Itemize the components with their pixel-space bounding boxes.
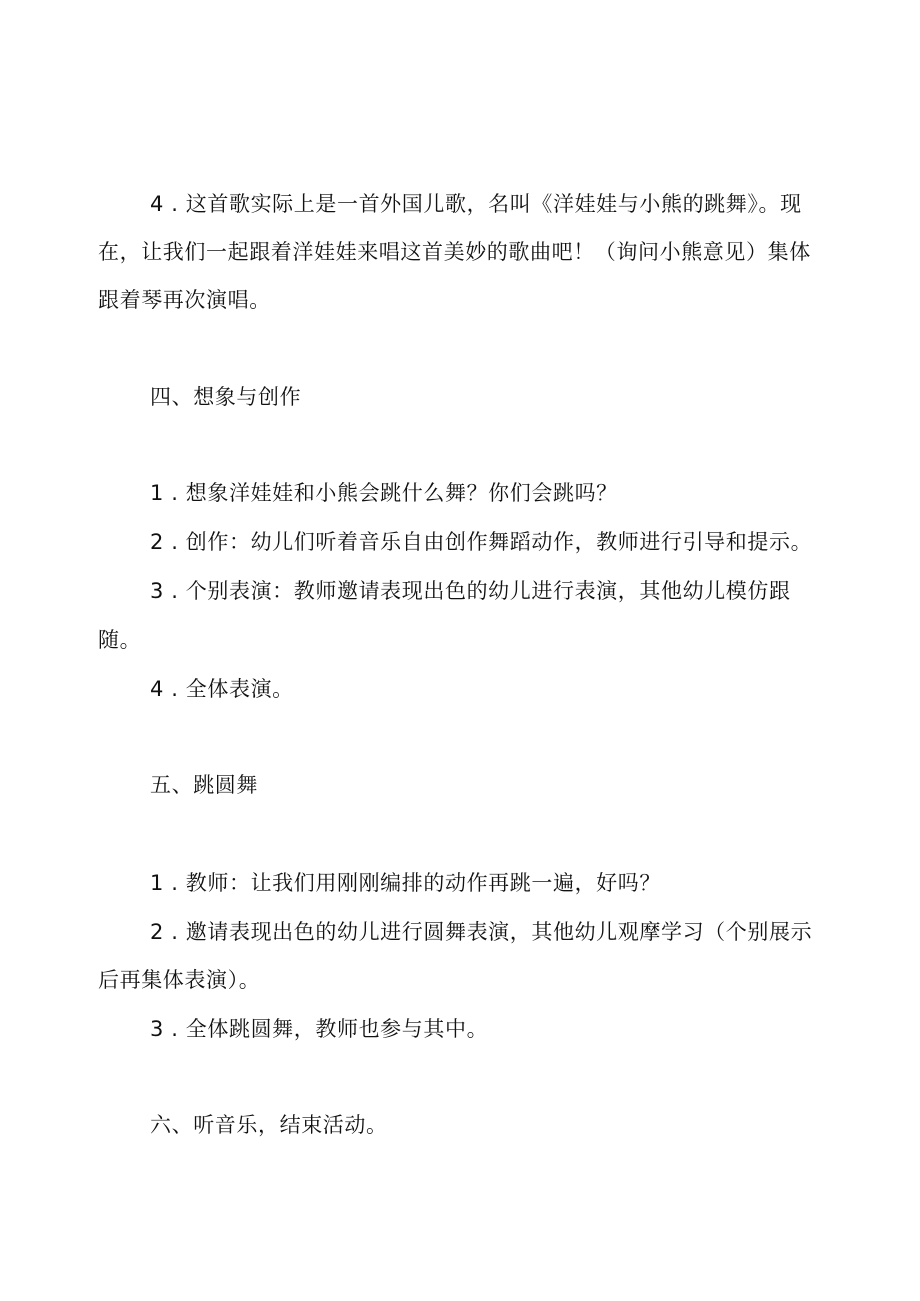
paragraph-4-line-3: 跟着琴再次演唱。 xyxy=(98,288,271,312)
section-4-item-1: 1 . 想象洋娃娃和小熊会跳什么舞？你们会跳吗？ xyxy=(150,481,618,505)
section-4-item-3-line-1: 3 . 个别表演：教师邀请表现出色的幼儿进行表演，其他幼儿模仿跟 xyxy=(150,579,791,603)
paragraph-4-line-1: 4 . 这首歌实际上是一首外国儿歌，名叫《洋娃娃与小熊的跳舞》。现 xyxy=(150,192,802,216)
section-5-heading: 五、跳圆舞 xyxy=(150,773,258,797)
section-5-item-1: 1 . 教师：让我们用刚刚编排的动作再跳一遍，好吗？ xyxy=(150,871,661,895)
section-4-heading: 四、想象与创作 xyxy=(150,385,302,409)
section-5-item-2-line-2: 后再集体表演）。 xyxy=(98,968,261,992)
section-5-item-2-line-1: 2 . 邀请表现出色的幼儿进行圆舞表演，其他幼儿观摩学习（个别展示 xyxy=(150,920,813,944)
section-4-item-4: 4 . 全体表演。 xyxy=(150,677,294,701)
paragraph-4-line-2: 在，让我们一起跟着洋娃娃来唱这首美妙的歌曲吧！（询问小熊意见）集体 xyxy=(98,240,811,264)
section-6-heading: 六、听音乐，结束活动。 xyxy=(150,1113,388,1137)
section-4-item-3-line-2: 随。 xyxy=(98,628,142,652)
section-4-item-2: 2 . 创作：幼儿们听着音乐自由创作舞蹈动作，教师进行引导和提示。 xyxy=(150,530,813,554)
section-5-item-3: 3 . 全体跳圆舞，教师也参与其中。 xyxy=(150,1017,489,1041)
